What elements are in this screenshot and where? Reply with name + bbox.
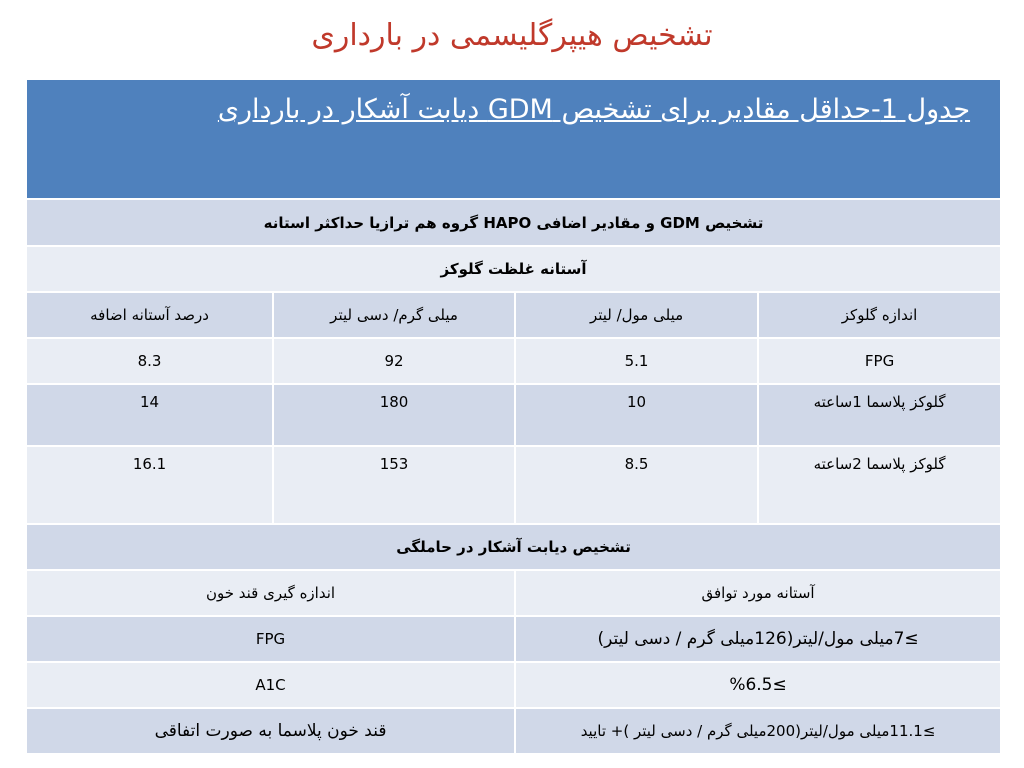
table-row <box>26 662 1001 708</box>
cell-percent: 16.1 <box>26 446 273 524</box>
col-header-blood-sugar: اندازه گیری قند خون <box>26 570 515 616</box>
cell-mgdl: 153 <box>273 446 515 524</box>
table-row <box>26 616 1001 662</box>
col-header-threshold: آستانه مورد توافق <box>515 570 1001 616</box>
col-header-mgdl: میلی گرم/ دسی لیتر <box>273 292 515 338</box>
cell-mmol: 5.1 <box>515 338 758 384</box>
cell-mgdl: 180 <box>273 384 515 446</box>
table-header-row <box>26 292 1001 338</box>
section1-title: آستانه غلظت گلوکز <box>26 246 1001 292</box>
cell-mgdl: 92 <box>273 338 515 384</box>
cell-mmol: 10 <box>515 384 758 446</box>
cell-threshold: ≥11.1میلی مول/لیتر(200میلی گرم / دسی لیتر )+ تایید <box>515 708 1001 754</box>
cell-threshold: ≥7میلی مول/لیتر(126میلی گرم / دسی لیتر) <box>515 616 1001 662</box>
table-row <box>26 446 1001 524</box>
cell-threshold: ≥%6.5 <box>515 662 1001 708</box>
table-row <box>26 384 1001 446</box>
table-header: جدول 1-حداقل مقادیر برای تشخیص GDM دیابت آشکار در بارداری <box>26 79 1001 199</box>
cell-measure: گلوکز پلاسما 2ساعته <box>758 446 1001 524</box>
cell-measure: قند خون پلاسما به صورت اتفاقی <box>26 708 515 754</box>
cell-percent: 14 <box>26 384 273 446</box>
cell-measure: FPG <box>758 338 1001 384</box>
cell-measure: FPG <box>26 616 515 662</box>
gdm-criteria-table <box>25 78 1002 755</box>
table-row <box>26 708 1001 754</box>
col-header-mmol: میلی مول/ لیتر <box>515 292 758 338</box>
section1-caption: تشخیص GDM و مقادیر اضافی HAPO گروه هم ترازیا حداکثر استانه <box>26 199 1001 246</box>
section2-header-row <box>26 570 1001 616</box>
cell-measure: گلوکز پلاسما 1ساعته <box>758 384 1001 446</box>
col-header-percent: درصد آستانه اضافه <box>26 292 273 338</box>
cell-mmol: 8.5 <box>515 446 758 524</box>
page-title: تشخیص هیپرگلیسمی در بارداری <box>311 18 713 53</box>
section2-title: تشخیص دیابت آشکار در حاملگی <box>26 524 1001 570</box>
cell-measure: A1C <box>26 662 515 708</box>
col-header-measure: اندازه گلوکز <box>758 292 1001 338</box>
table-row <box>26 338 1001 384</box>
cell-percent: 8.3 <box>26 338 273 384</box>
